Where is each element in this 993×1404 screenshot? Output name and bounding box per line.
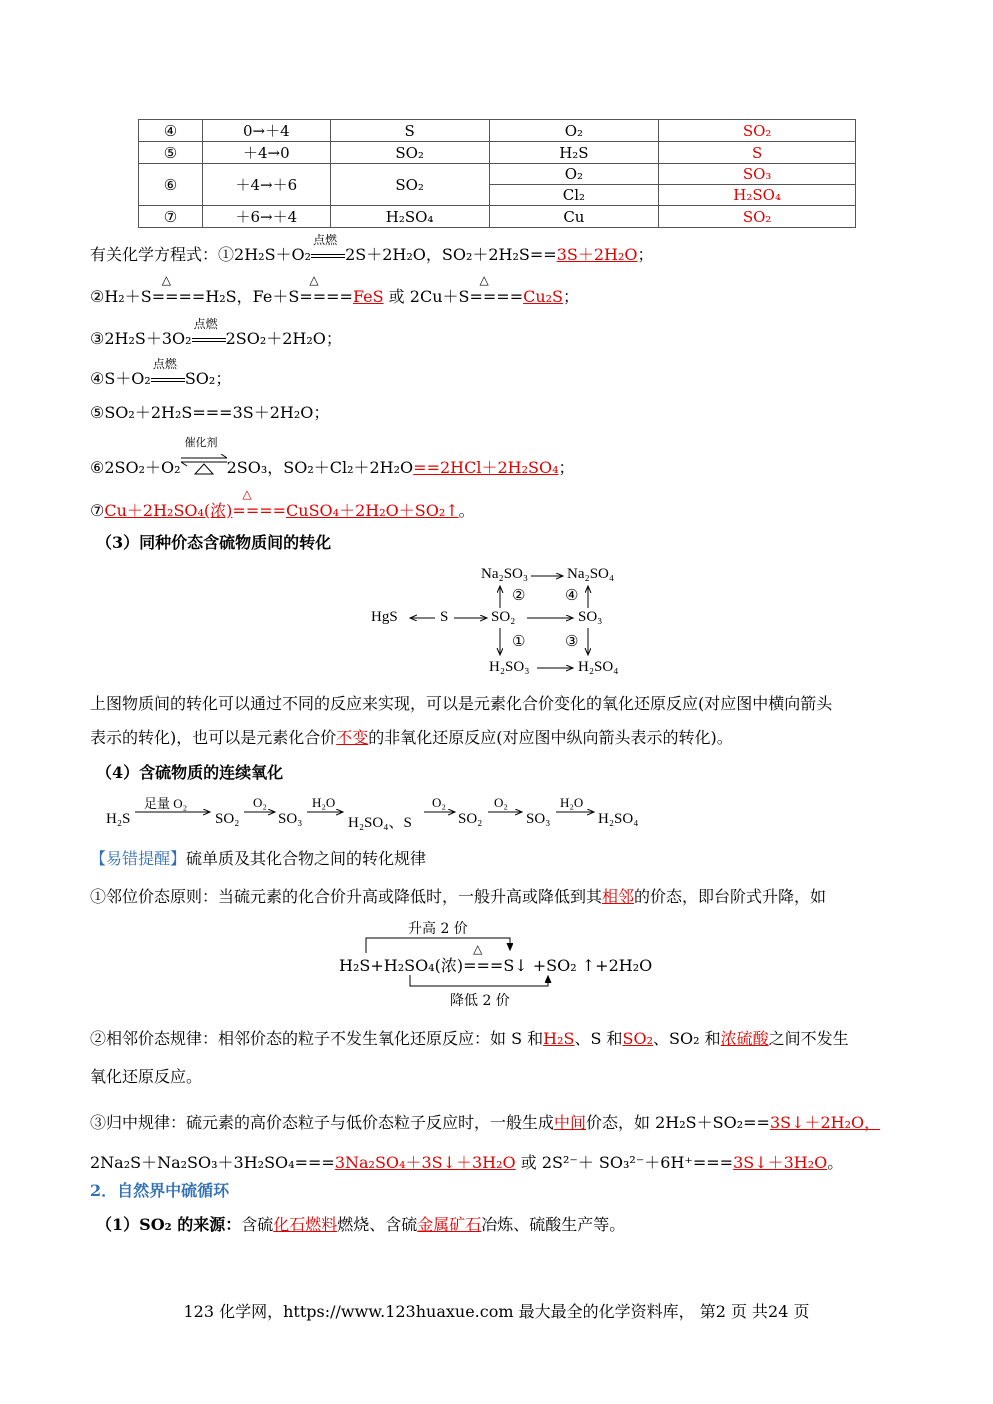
paragraph-line: 上图物质间的转化可以通过不同的反应来实现，可以是元素化合价变化的氧化还原反应(对应图中横向箭头 (90, 694, 833, 713)
answer-text: 化石燃料 (273, 1215, 338, 1234)
para-text: 2Na₂S＋Na₂SO₃＋3H₂SO₄=== (90, 1153, 335, 1172)
tip-rule-3 (90, 1110, 880, 1133)
eq-text: ④S＋O₂ (90, 369, 151, 388)
eq-text: ⑦ (90, 501, 105, 520)
product-answer: SO₂ (659, 206, 856, 228)
answer-text: ==2HCl＋2H₂SO₄ (413, 458, 559, 477)
para-text: 的非氧化还原反应(对应图中纵向箭头表示的转化)。 (368, 728, 733, 747)
eq-text: H₂S，Fe＋S (205, 287, 300, 306)
reagent: O₂ (489, 120, 659, 142)
eq-text: ⑥2SO₂＋O₂ (90, 458, 181, 477)
para-text: 的价态，即台阶式升降，如 (634, 887, 827, 906)
para-text: 或 2S²⁻＋ SO₃²⁻＋6H⁺=== (515, 1153, 734, 1172)
reagent: O₂ (489, 164, 659, 185)
node-h2so3: H₂SO₃ (489, 659, 530, 675)
delta-icon: △ (161, 273, 171, 287)
tip-label: 【易错提醒】 (90, 849, 187, 868)
label-4: ④ (565, 588, 579, 604)
down-label: 降低 2 价 (450, 993, 510, 1009)
answer-text: 金属矿石 (417, 1215, 482, 1234)
para-text: 、SO₂ 和 (653, 1029, 721, 1048)
para-text: ①邻位价态原则：当硫元素的化合价升高或降低时，一般升高或降低到其 (90, 887, 603, 906)
delta-icon: △ (473, 942, 483, 956)
reagent: Cu (489, 206, 659, 228)
answer-text: Cu＋2H₂SO₄(浓) (104, 501, 233, 520)
node-so2: SO₂ (491, 609, 516, 625)
valence-change: ＋4→0 (202, 142, 330, 164)
section-heading: 2．自然界中硫循环 (90, 1181, 230, 1200)
answer-text: 3S＋2H₂O (556, 245, 638, 264)
chain-cond: O₂ (494, 795, 508, 810)
answer-text: 3S↓＋3H₂O (733, 1153, 828, 1172)
node-so3: SO₃ (578, 609, 603, 625)
answer-text: 浓硫酸 (720, 1029, 769, 1048)
chain-h2s: H₂S (106, 811, 131, 827)
section-heading: （3）同种价态含硫物质间的转化 (96, 533, 332, 552)
answer-text: CuSO₄＋2H₂O＋SO₂↑ (286, 501, 459, 520)
chain-cond: O₂ (253, 795, 267, 810)
chain-cond: H₂O (560, 795, 584, 810)
label-1: ① (512, 634, 526, 650)
so2-source-line (96, 1212, 625, 1235)
rxn-text: H₂S+H₂SO₄(浓) (339, 956, 464, 975)
condition-sign: △ ==== (151, 273, 206, 306)
para-text: 冶炼、硫酸生产等。 (481, 1215, 626, 1234)
section-heading: （4）含硫物质的连续氧化 (96, 763, 284, 782)
reactant: H₂SO₄ (330, 206, 489, 228)
answer-text: 不变 (336, 728, 369, 747)
para-text: 燃烧、含硫 (337, 1215, 418, 1234)
eq-text: 。 (458, 501, 475, 520)
reactant: S (330, 120, 489, 142)
eq-text: ； (637, 245, 654, 264)
answer-text: 相邻 (602, 887, 635, 906)
chain-cond: O₂ (432, 795, 446, 810)
chain-so2: SO₂ (458, 811, 483, 827)
para-text: 价态，如 2H₂S＋SO₂== (586, 1113, 770, 1132)
chain-cond: 足量 O₂ (144, 796, 188, 811)
eq-text: ⑤SO₂＋2H₂S===3S＋2H₂O； (90, 403, 330, 422)
delta-icon: △ (242, 487, 252, 501)
label-3: ③ (565, 634, 579, 650)
row-number: ④ (139, 120, 203, 142)
para-text: 。 (827, 1153, 844, 1172)
node-na2so4: Na₂SO₄ (567, 566, 615, 582)
chain-so2: SO₂ (215, 811, 240, 827)
reagent: Cl₂ (489, 185, 659, 206)
condition-label: 点燃 (313, 233, 338, 247)
condition-sign: △ === (463, 942, 504, 975)
valence-change: ＋6→＋4 (202, 206, 330, 228)
reactant: SO₂ (330, 142, 489, 164)
reactant: SO₂ (330, 164, 489, 206)
node-s: S (440, 609, 449, 625)
delta-icon: △ (309, 273, 319, 287)
eq-text: 2SO₃，SO₂＋Cl₂＋2H₂O (226, 458, 414, 477)
node-h2so4: H₂SO₄ (578, 659, 619, 675)
chain-h2so4: H₂SO₄ (598, 811, 639, 827)
answer-text: 3S↓＋2H₂O， (769, 1113, 881, 1132)
sub-heading: （1）SO₂ 的来源： (96, 1215, 242, 1234)
para-text: 之间不发生 (768, 1029, 849, 1048)
tip-title: 硫单质及其化合物之间的转化规律 (186, 849, 427, 868)
eq-text: ①2H₂S＋O₂ (218, 245, 312, 264)
catalyst-label: 催化剂 (184, 435, 218, 449)
valence-change: 0→＋4 (202, 120, 330, 142)
product-answer: S (659, 142, 856, 164)
condition-sign: △ ==== (299, 273, 353, 306)
rxn-text: S↓ +SO₂ ↑+2H₂O (503, 956, 653, 975)
condition-label: 点燃 (193, 317, 218, 331)
row-number: ⑤ (139, 142, 203, 164)
row-number: ⑥ (139, 164, 203, 206)
eq-text: 或 2Cu＋S (383, 287, 470, 306)
chain-cond: H₂O (312, 795, 336, 810)
tip-rule-2-cont: 氧化还原反应。 (90, 1067, 203, 1086)
eq-text: ； (563, 287, 580, 306)
node-hgs: HgS (371, 609, 398, 625)
node-na2so3: Na₂SO₃ (481, 566, 529, 582)
para-text: ②相邻价态规律：相邻价态的粒子不发生氧化还原反应：如 S 和 (90, 1029, 544, 1048)
para-text: 表示的转化)，也可以是元素化合价 (90, 728, 337, 747)
answer-text: H₂S (543, 1029, 575, 1048)
product-answer: SO₃ (659, 164, 856, 185)
para-text: 含硫 (241, 1215, 274, 1234)
eq-text: ③2H₂S＋3O₂ (90, 329, 192, 348)
page-footer: 123 化学网，https://www.123huaxue.com 最大最全的化学资料库， 第2 页 共24 页 (183, 1302, 810, 1321)
tip-rule-3-eq (90, 1150, 843, 1173)
tip-rule-2 (90, 1026, 849, 1049)
row-number: ⑦ (139, 206, 203, 228)
condition-sign: △ ==== (232, 487, 287, 520)
intro-text: 有关化学方程式： (90, 245, 219, 264)
answer-text: 中间 (554, 1113, 587, 1132)
eq-text: ； (558, 458, 575, 477)
label-2: ② (512, 588, 526, 604)
chain-so3: SO₃ (526, 811, 551, 827)
eq-text: SO₂； (184, 369, 232, 388)
answer-text: 3Na₂SO₄＋3S↓＋3H₂O (334, 1153, 516, 1172)
condition-sign: △ ==== (469, 273, 524, 306)
condition-label: 点燃 (152, 357, 177, 371)
up-label: 升高 2 价 (408, 921, 468, 937)
para-text: 、S 和 (574, 1029, 623, 1048)
chain-h2so4: H₂SO₄、S (348, 815, 412, 831)
answer-text: FeS (352, 287, 384, 306)
answer-text: SO₂ (622, 1029, 654, 1048)
eq-text: 2SO₂＋2H₂O； (225, 329, 342, 348)
delta-icon: △ (479, 273, 489, 287)
product-answer: H₂SO₄ (659, 185, 856, 206)
eq-text: ②H₂＋S (90, 287, 152, 306)
product-answer: SO₂ (659, 120, 856, 142)
valence-change: ＋4→＋6 (202, 164, 330, 206)
para-text: ③归中规律：硫元素的高价态粒子与低价态粒子反应时，一般生成 (90, 1113, 555, 1132)
chain-so3: SO₃ (278, 811, 303, 827)
reagent: H₂S (489, 142, 659, 164)
answer-text: Cu₂S (523, 287, 564, 306)
eq-text: 2S＋2H₂O，SO₂＋2H₂S== (345, 245, 557, 264)
